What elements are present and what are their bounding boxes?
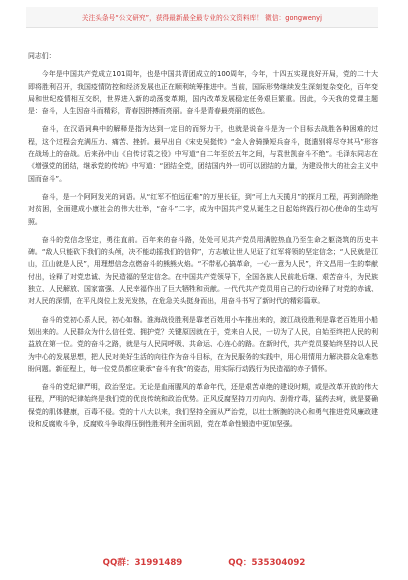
document-body (28, 50, 378, 436)
footer-qq: QQ：535304092 (228, 558, 306, 568)
paragraph: 今年是中国共产党成立101周年，也是中国共青团成立的100周年，今年，十四五实现良好开局，党的二十大即将胜利召开，我国疫情防控和经济发展也正在顺利统筹推进中。当前，国际形势继续发生深刻复杂变化，百年变局和世纪疫情相互交织，世界进入新的动荡变革期，国内改革发展稳定任务艰巨繁重。因此，今天我的党课主题是：奋斗，人生因奋斗而精彩，青春因拼搏而亮丽。奋斗是青春最亮丽的底色。 (28, 70, 378, 116)
footer-qq-group: QQ群：31991489 (102, 558, 183, 568)
greeting: 同志们： (28, 52, 56, 60)
footer-contacts (0, 556, 408, 570)
paragraph: 奋斗，在汉语词典中的解释是指为达到一定目的而努力干，也就是说奋斗是为一个目标去战胜各种困难的过程，这个过程会充满压力、痛苦、挫折。最早出自《宋史吴挺传》“金人舍骑操短兵奋斗，挺遣别将尽夺其马”形容在战场上的奋战。后来孙中山《自传讨袁之役》中写道“自二年至於五年之间，与袁世凯奋斗不绝”。毛泽东同志在《增强党的团结，继承党的传统》中写道：“团结全党，团结国内外一切可以团结的力量，为建设伟大的社会主义中国而奋斗”。 (28, 125, 378, 183)
paragraph: 奋斗的党初心系人民，初心如磐。淮海战役胜利是靠老百姓用小车推出来的，渡江战役胜利是靠老百姓用小船划出来的。人民群众为什么信任党、拥护党？关键原因就在于，党来自人民，一切为了人民，自始至终把人民的利益放在第一位。党的奋斗之路，就是与人民同呼吸、共命运、心连心的路。在新时代，共产党员要始终坚持以人民为中心的发展思想，把人民对美好生活的向往作为奋斗目标，在为民服务的实践中，用心用情用力解决群众急难愁盼问题。新征程上，每一位党员都应秉承“奋斗有我”的姿态，用实际行动践行为民造福的赤子情怀。 (28, 315, 378, 373)
paragraph: 奋斗的党纪律严明，政治坚定。无论是血雨腥风的革命年代，还是艰苦卓绝的建设时期，或是改革开放的伟大征程，严明的纪律始终是我们党的优良传统和政治优势。正风反腐坚持刀刃向内、刮骨疗毒，猛药去疴，就是要确保党的肌体健康，百毒不侵。党的十八大以来，我们坚持全面从严治党，以壮士断腕的决心和勇气推进党风廉政建设和反腐败斗争，反腐败斗争取得压倒性胜利并全面巩固，党在革命性锻造中更加坚强。 (28, 383, 378, 429)
paragraph: 奋斗的党信念坚定，勇往直前。百年来的奋斗路，处处可见共产党员用满腔热血乃至生命之躯浇筑的历史丰碑。“敌人只能砍下我们的头颅，决不能动摇我们的信仰”，方志敏让世人见证了红军将领的坚定信念；“人民就是江山，江山就是人民”，用理想信念点燃奋斗的熊熊火焰。“不带私心搞革命，一心一意为人民”，许文昌用一生的奉献付出，诠释了对党忠诚、为民造福的坚定信念。在中国共产党领导下，全国各族人民前赴后继、艰苦奋斗，为民族独立、人民解放、国家富强、人民幸福作出了巨大牺牲和贡献。一代代共产党员用自己的行动诠释了对党的赤诚、对人民的深情，在平凡岗位上发光发热，在危急关头挺身而出，用奋斗书写了新时代的精彩篇章。 (28, 235, 378, 306)
paragraph: 奋斗，是一个阿阿发光的词语。从“红军不怕远征难”的万里长征，到“可上九天揽月”的探月工程，再到消除绝对贫困，全面建成小康社会的伟大壮举，“奋斗”二字，成为中国共产党从诞生之日起始终践行初心使命的生动写照。 (28, 192, 378, 226)
top-banner (0, 0, 408, 36)
banner-text: 关注头条号“公文研究”，获得最新最全最专业的公文资料库！ 微信：gongwenyj (26, 7, 378, 28)
